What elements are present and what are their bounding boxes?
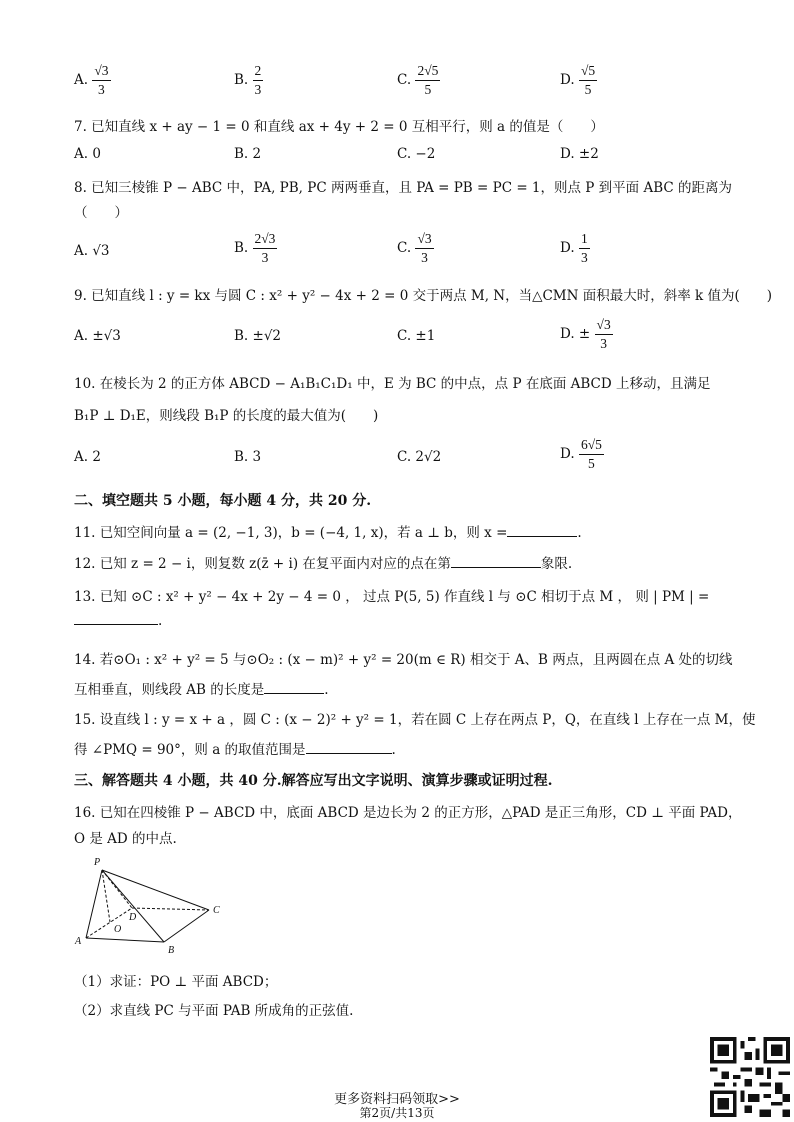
q9-option-d: D. ± $\frac{√3}{3}$ — [560, 317, 611, 351]
q7-stem: 7. 已知直线 x + ay − 1 = 0 和直线 ax + 4y + 2 = 0 互相平行，则 a 的值是（ ） — [74, 119, 604, 135]
edge-pb — [102, 870, 164, 942]
footer-more-link[interactable]: 更多资料扫码领取>> — [334, 1092, 460, 1107]
q16-stem-line2: O 是 AD 的中点. — [74, 831, 177, 847]
label-d: D — [129, 912, 137, 923]
edge-dc — [132, 908, 209, 910]
q8-paren: （ ） — [74, 205, 128, 221]
section-2-heading: 二、填空题共 5 小题，每小题 4 分，共 20 分. — [74, 493, 372, 509]
q12-answer-blank[interactable] — [451, 567, 541, 568]
q9-stem: 9. 已知直线 l : y = kx 与圆 C : x² + y² − 4x + 2 = 0 交于两点 M, N，当△CMN 面积最大时，斜率 k 值为( ) — [74, 288, 773, 304]
q10-option-d: D. $\frac{6√5}{5}$ — [560, 437, 602, 471]
q11: 11. 已知空间向量 a = (2, −1, 3)，b = (−4, 1, x)，若 a ⊥ b，则 x = . — [74, 525, 582, 541]
q16-part-2: （2）求直线 PC 与平面 PAB 所成角的正弦值. — [74, 1003, 354, 1019]
q9-option-a: A. ±√3 — [74, 328, 121, 344]
q13-answer-blank[interactable] — [74, 624, 158, 625]
q7-option-d: D. ±2 — [560, 146, 599, 162]
q10-option-b: B. 3 — [234, 449, 262, 465]
edge-pa — [86, 870, 102, 938]
page-number: 第2页/共13页 — [359, 1106, 435, 1120]
q9-option-b: B. ±√2 — [234, 328, 282, 344]
q7-option-c: C. −2 — [397, 146, 436, 162]
q7-option-b: B. 2 — [234, 146, 262, 162]
q8-option-b: B. $\frac{2√3}{3}$ — [234, 231, 276, 265]
q13-stem: 13. 已知 ⊙C : x² + y² − 4x + 2y − 4 = 0 ， 过点 P(5, 5) 作直线 l 与 ⊙C 相切于点 M ， 则 | PM | = — [74, 589, 710, 605]
q10-option-a: A. 2 — [74, 449, 101, 465]
q15-stem: 15. 设直线 l : y = x + a ，圆 C : (x − 2)² + y² = 1，若在圆 C 上存在两点 P，Q，在直线 l 上存在一点 M，使 — [74, 712, 756, 728]
edge-ab — [86, 938, 164, 942]
label-a: A — [75, 936, 82, 947]
q6-a-fraction: $\frac{√3}{3}$ — [94, 63, 109, 97]
q16-stem-line1: 16. 已知在四棱锥 P − ABCD 中，底面 ABCD 是边长为 2 的正方形，△PAD 是正三角形，CD ⊥ 平面 PAD， — [74, 805, 742, 821]
q10-option-c: C. 2√2 — [397, 449, 442, 465]
q6-option-d: D. $\frac{√5}{5}$ — [560, 63, 596, 97]
q14-stem: 14. 若⊙O₁ : x² + y² = 5 与⊙O₂ : (x − m)² + y² = 20(m ∈ R) 相交于 A、B 两点，且两圆在点 A 处的切线 — [74, 652, 733, 668]
q12: 12. 已知 z = 2 − i，则复数 z(z̄ + i) 在复平面内对应的点在第 象限. — [74, 556, 573, 572]
label-o: O — [114, 924, 122, 935]
q6-option-b: B. $\frac{2}{3}$ — [234, 63, 262, 97]
edge-ad — [86, 908, 132, 938]
q8-option-d: D. $\frac{1}{3}$ — [560, 231, 588, 265]
q6-option-c: C. $\frac{2√5}{5}$ — [397, 63, 439, 97]
q10-stem-line2: B₁P ⊥ D₁E，则线段 B₁P 的长度的最大值为( ) — [74, 408, 379, 424]
pyramid-figure — [72, 852, 232, 957]
q10-stem-line1: 10. 在棱长为 2 的正方体 ABCD − A₁B₁C₁D₁ 中，E 为 BC 的中点，点 P 在底面 ABCD 上移动，且满足 — [74, 376, 711, 392]
q15-line2: 得 ∠PMQ = 90°，则 a 的取值范围是 . — [74, 742, 396, 758]
q8-option-c: C. $\frac{√3}{3}$ — [397, 231, 432, 265]
q8-option-a: A. √3 — [74, 243, 110, 259]
q9-option-c: C. ±1 — [397, 328, 436, 344]
label-b: B — [168, 945, 175, 956]
q14-answer-blank[interactable] — [264, 693, 324, 694]
q13-answer: . — [74, 613, 162, 629]
label-c: C — [213, 905, 220, 916]
q11-answer-blank[interactable] — [507, 536, 577, 537]
label-p: P — [94, 857, 101, 868]
q16-part-1: （1）求证：PO ⊥ 平面 ABCD； — [74, 974, 278, 990]
q14-line2: 互相垂直，则线段 AB 的长度是 . — [74, 682, 329, 698]
section-3-heading: 三、解答题共 4 小题，共 40 分.解答应写出文字说明、演算步骤或证明过程. — [74, 773, 553, 789]
q8-stem: 8. 已知三棱锥 P − ABC 中，PA, PB, PC 两两垂直，且 PA = PB = PC = 1，则点 P 到平面 ABC 的距离为 — [74, 180, 733, 196]
q15-answer-blank[interactable] — [306, 753, 392, 754]
q6-option-a: A. $\frac{√3}{3}$ — [74, 63, 109, 97]
edge-bc — [164, 910, 209, 942]
q7-option-a: A. 0 — [74, 146, 101, 162]
